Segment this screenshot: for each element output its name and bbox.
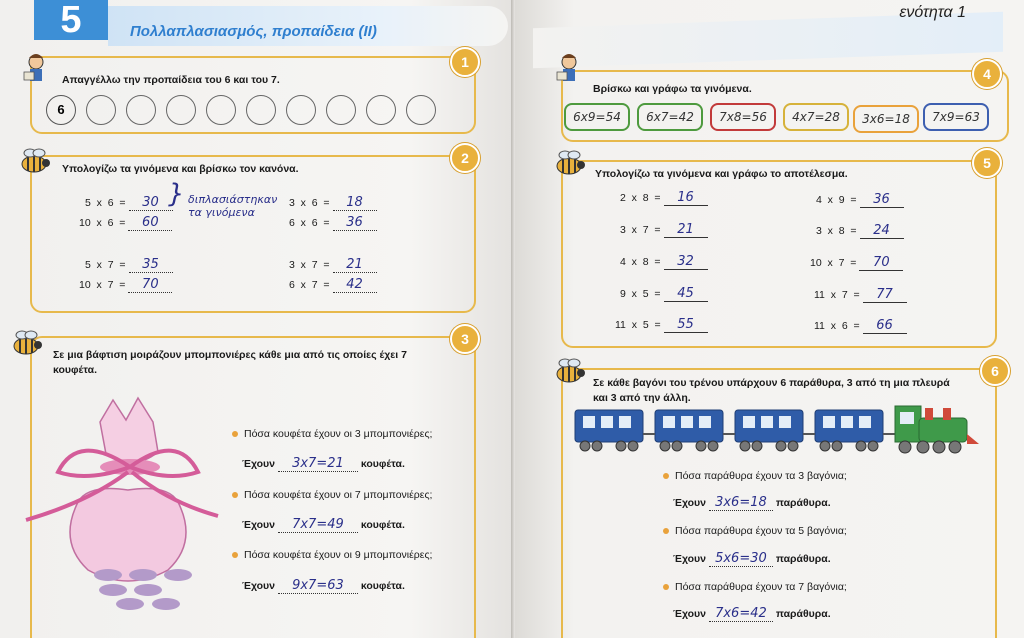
train-illustration [573, 404, 993, 460]
answer-field[interactable]: 16 [664, 190, 708, 206]
answer-field[interactable]: 18 [333, 195, 377, 211]
product-box[interactable]: 6x9=54 [564, 103, 630, 131]
answer-field[interactable]: 7x6=42 [709, 606, 773, 622]
mult-row: 10 x 6 = 60 [79, 215, 172, 231]
bonbonniere-illustration [18, 392, 228, 618]
answer-line: Έχουν 7x7=49 κουφέτα. [242, 517, 405, 532]
mult-row: 3 x 6 = 18 [289, 195, 377, 211]
mult-row: 6 x 6 = 36 [289, 215, 377, 231]
mult-row: 11 x 6 = 66 [814, 318, 907, 334]
answer-field[interactable]: 45 [664, 286, 708, 302]
bullet-icon [663, 473, 669, 479]
empty-circle[interactable] [206, 95, 236, 125]
mult-row: 4 x 8 = 32 [620, 254, 708, 270]
answer-field[interactable]: 36 [333, 215, 377, 231]
exercise-5-instruction: Υπολογίζω τα γινόμενα και γράφω το αποτέλεσμα. [595, 168, 848, 180]
empty-circle[interactable] [286, 95, 316, 125]
answer-line: Έχουν 3x6=18 παράθυρα. [673, 495, 831, 510]
empty-circle[interactable] [366, 95, 396, 125]
question: Πόσα κουφέτα έχουν οι 3 μπομπονιέρες; [232, 428, 432, 440]
bee-icon [549, 356, 589, 388]
chapter-number: 5 [34, 0, 108, 40]
answer-field[interactable]: 24 [860, 223, 904, 239]
answer-field[interactable]: 36 [860, 192, 904, 208]
answer-field[interactable]: 3x7=21 [278, 456, 358, 472]
chapter-title: Πολλαπλασιασμός, προπαίδεια (II) [130, 23, 377, 40]
answer-field[interactable]: 70 [128, 277, 172, 293]
unit-label: ενότητα 1 [899, 4, 966, 21]
product-box[interactable]: 7x9=63 [923, 103, 989, 131]
mult-row: 11 x 7 = 77 [814, 287, 907, 303]
reading-kid-icon [555, 52, 585, 88]
exercise-2-instruction: Υπολογίζω τα γινόμενα και βρίσκω τον κανόνα. [62, 163, 299, 175]
bee-icon [6, 328, 46, 360]
answer-line: Έχουν 5x6=30 παράθυρα. [673, 551, 831, 566]
answer-field[interactable]: 60 [128, 215, 172, 231]
answer-field[interactable]: 5x6=30 [709, 551, 773, 567]
empty-circle[interactable] [166, 95, 196, 125]
bullet-icon [663, 528, 669, 534]
rule-note: } διπλασιάστηκαν τα γινόμενα [168, 179, 278, 219]
answer-field[interactable]: 9x7=63 [278, 578, 358, 594]
question: Πόσα κουφέτα έχουν οι 9 μπομπονιέρες; [232, 549, 432, 561]
empty-circle[interactable] [246, 95, 276, 125]
answer-field[interactable]: 21 [664, 222, 708, 238]
answer-field[interactable]: 55 [664, 317, 708, 333]
exercise-6-number: 6 [980, 356, 1010, 386]
empty-circle[interactable] [86, 95, 116, 125]
answer-field[interactable]: 30 [129, 195, 173, 211]
mult-row: 11 x 5 = 55 [615, 317, 708, 333]
exercise-1-number: 1 [450, 47, 480, 77]
exercise-2-number: 2 [450, 143, 480, 173]
bullet-icon [663, 584, 669, 590]
mult-row: 10 x 7 = 70 [79, 277, 172, 293]
mult-row: 4 x 9 = 36 [816, 192, 904, 208]
bullet-icon [232, 492, 238, 498]
answer-field[interactable]: 7x7=49 [278, 517, 358, 533]
book-spine [511, 0, 515, 638]
right-page [513, 0, 1024, 638]
bee-icon [549, 148, 589, 180]
answer-field[interactable]: 32 [664, 254, 708, 270]
exercise-3-number: 3 [450, 324, 480, 354]
product-box[interactable]: 6x7=42 [637, 103, 703, 131]
question: Πόσα παράθυρα έχουν τα 5 βαγόνια; [663, 525, 847, 537]
exercise-3-instruction: Σε μια βάφτιση μοιράζουν μπομπονιέρες κάθε μια από τις οποίες έχει 7 κουφέτα. [53, 349, 407, 376]
exercise-1-instruction: Απαγγέλλω την προπαίδεια του 6 και του 7. [62, 74, 280, 86]
bee-icon [14, 146, 54, 178]
mult-row: 3 x 8 = 24 [816, 223, 904, 239]
answer-line: Έχουν 9x7=63 κουφέτα. [242, 578, 405, 593]
exercise-5-number: 5 [972, 148, 1002, 178]
answer-field[interactable]: 70 [859, 255, 903, 271]
exercise-4-number: 4 [972, 59, 1002, 89]
exercise-4-instruction: Βρίσκω και γράφω τα γινόμενα. [593, 83, 752, 95]
mult-row: 9 x 5 = 45 [620, 286, 708, 302]
question: Πόσα παράθυρα έχουν τα 7 βαγόνια; [663, 581, 847, 593]
product-box[interactable]: 4x7=28 [783, 103, 849, 131]
question: Πόσα κουφέτα έχουν οι 7 μπομπονιέρες; [232, 489, 432, 501]
empty-circle[interactable] [326, 95, 356, 125]
answer-line: Έχουν 7x6=42 παράθυρα. [673, 606, 831, 621]
product-box[interactable]: 7x8=56 [710, 103, 776, 131]
empty-circle[interactable] [126, 95, 156, 125]
question: Πόσα παράθυρα έχουν τα 3 βαγόνια; [663, 470, 847, 482]
mult-row: 3 x 7 = 21 [620, 222, 708, 238]
answer-field[interactable]: 3x6=18 [709, 495, 773, 511]
bullet-icon [232, 431, 238, 437]
mult-row: 3 x 7 = 21 [289, 257, 377, 273]
exercise-6-instruction: Σε κάθε βαγόνι του τρένου υπάρχουν 6 παράθυρα, 3 από τη μια πλευρά και 3 από την άλλη. [593, 377, 950, 404]
mult-row: 6 x 7 = 42 [289, 277, 377, 293]
answer-field[interactable]: 42 [333, 277, 377, 293]
mult-row: 5 x 7 = 35 [85, 257, 173, 273]
empty-circle[interactable] [406, 95, 436, 125]
answer-field[interactable]: 35 [129, 257, 173, 273]
mult-row: 10 x 7 = 70 [810, 255, 903, 271]
answer-field[interactable]: 21 [333, 257, 377, 273]
mult-row: 5 x 6 = 30 [85, 195, 173, 211]
start-circle: 6 [46, 95, 76, 125]
answer-field[interactable]: 66 [863, 318, 907, 334]
reading-kid-icon [22, 52, 52, 86]
mult-row: 2 x 8 = 16 [620, 190, 708, 206]
answer-line: Έχουν 3x7=21 κουφέτα. [242, 456, 405, 471]
answer-field[interactable]: 77 [863, 287, 907, 303]
product-box[interactable]: 3x6=18 [853, 105, 919, 133]
bullet-icon [232, 552, 238, 558]
